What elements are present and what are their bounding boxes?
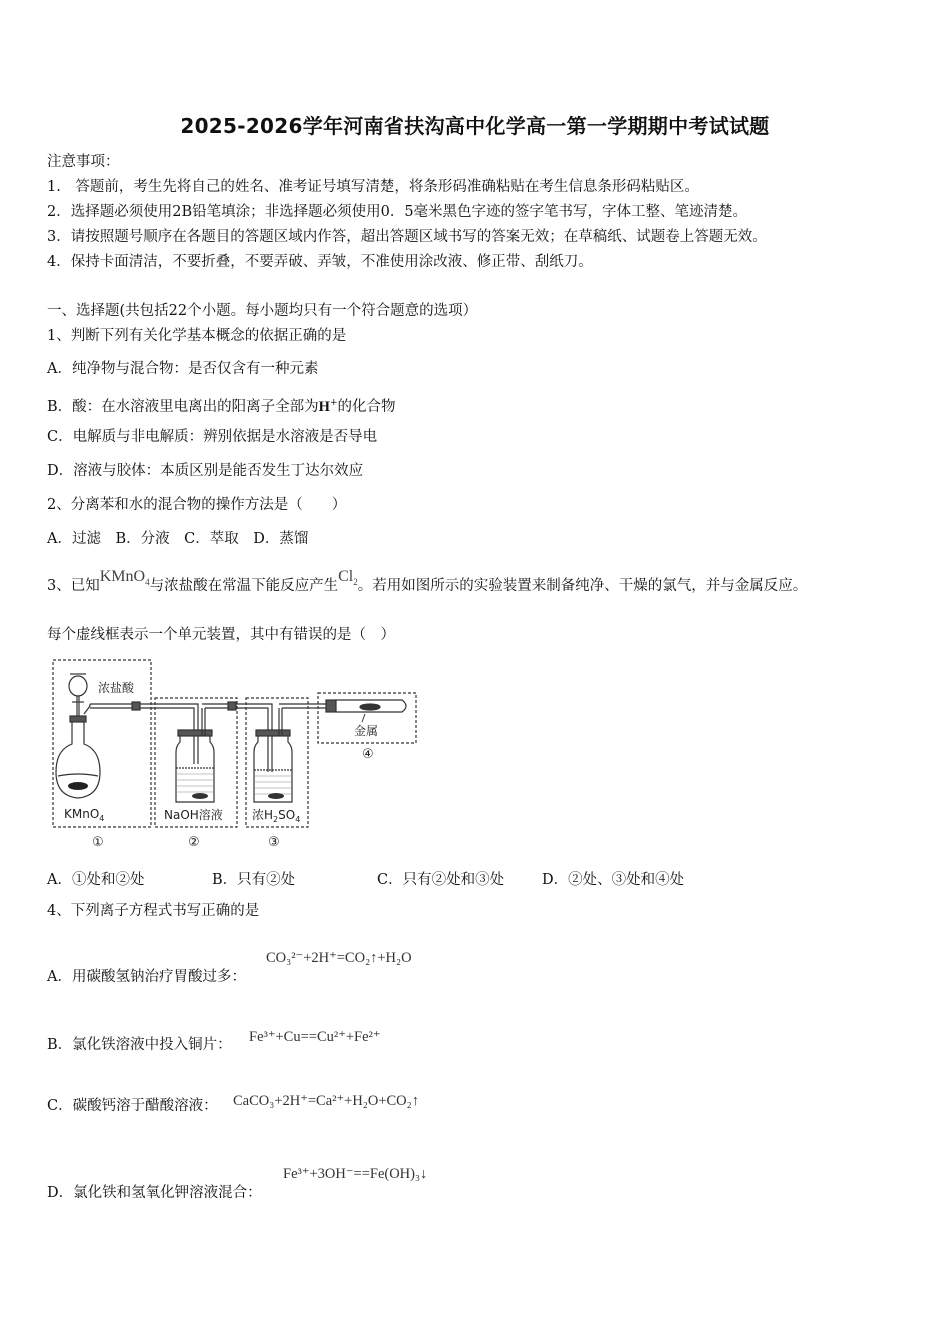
q1-option-b [47, 393, 395, 417]
q4-option-c: C．碳酸钙溶于醋酸溶液： [47, 1098, 218, 1114]
q1-stem: 1、判断下列有关化学基本概念的依据正确的是 [47, 328, 347, 344]
flask-outlet [84, 704, 90, 714]
q1-option-b-ion: H [318, 398, 330, 415]
q3-cl2-sub: 2 [353, 577, 358, 588]
unit-4-number: ④ [362, 747, 374, 762]
q3-stem-post: 。若用如图所示的实验装置来制备纯净、干燥的氯气，并与金属反应。 [357, 578, 808, 594]
unit-1-number: ① [92, 835, 104, 850]
q2-stem: 2、分离苯和水的混合物的操作方法是（ ） [47, 497, 347, 513]
q3-option-c: C．只有②处和③处 [377, 872, 505, 888]
apparatus-diagram [50, 656, 422, 852]
notice-item-3: 3．请按照题号顺序在各题目的答题区域内作答，超出答题区域书写的答案无效；在草稿纸、试题卷上答题无效。 [47, 229, 767, 245]
q4-option-d: D．氯化铁和氢氧化钾溶液混合： [47, 1185, 262, 1201]
q3-cl2-text: Cl [338, 568, 354, 585]
q3-stem [47, 568, 808, 601]
section-heading: 一、选择题(共包括22个小题。每小题均只有一个符合题意的选项） [47, 303, 478, 319]
q3-option-d: D．②处、③处和④处 [542, 872, 685, 888]
metal-sample [360, 704, 380, 710]
q4-option-d-equation: Fe³⁺+3OH⁻==Fe(OH)₃↓ [283, 1166, 428, 1182]
q1-option-b-pre: B．酸：在水溶液里电离出的阳离子全部为 [47, 398, 319, 415]
q3-option-b: B．只有②处 [212, 872, 296, 888]
label-hcl: 浓盐酸 [98, 681, 135, 695]
q4-option-b: B．氯化铁溶液中投入铜片： [47, 1037, 232, 1053]
label-h2so4: 浓$H_2SO_4$ [252, 808, 301, 824]
q3-kmno4 [99, 568, 150, 588]
label-kmno4: KMnO$_4$ [64, 807, 105, 823]
q1-option-d: D．溶液与胶体：本质区别是能否发生丁达尔效应 [47, 463, 364, 479]
q2-options: A．过滤 B．分液 C．萃取 D．蒸馏 [47, 531, 309, 547]
funnel-bulb [69, 676, 87, 696]
label-metal: 金属 [354, 724, 379, 738]
q3-cl2 [338, 568, 358, 588]
q4-option-a: A．用碳酸氢钠治疗胃酸过多： [47, 969, 246, 985]
q3-kmno4-text: KMnO [99, 568, 146, 585]
q3-stem-mid: 与浓盐酸在常温下能反应产生 [149, 578, 339, 594]
q3-stem-line2: 每个虚线框表示一个单元装置，其中有错误的是（ ） [47, 627, 395, 643]
q4-option-a-equation: CO₃²⁻+2H⁺=CO₂↑+H₂O [266, 950, 412, 966]
q3-stem-pre: 3、已知 [47, 578, 100, 594]
bottle-3 [254, 736, 292, 802]
notice-heading: 注意事项： [47, 154, 120, 170]
funnel-stem [77, 696, 79, 718]
notice-item-4: 4．保持卡面清洁，不要折叠，不要弄破、弄皱，不准使用涂改液、修正带、刮纸刀。 [47, 254, 593, 270]
q3-option-a: A．①处和②处 [47, 872, 145, 888]
q1-option-b-sup: + [329, 398, 338, 408]
q3-kmno4-sub: 4 [145, 577, 150, 588]
q1-option-b-post: 的化合物 [337, 398, 396, 415]
notice-item-2: 2．选择题必须使用2B铅笔填涂；非选择题必须使用0．5毫米黑色字迹的签字笔书写，字体工整、笔迹清楚。 [47, 204, 748, 220]
q4-option-c-equation: CaCO₃+2H⁺=Ca²⁺+H₂O+CO₂↑ [233, 1093, 419, 1109]
notice-item-1: 1. 答题前，考生先将自己的姓名、准考证号填写清楚，将条形码准确粘贴在考生信息条形码粘贴区。 [47, 179, 699, 195]
label-naoh: NaOH溶液 [164, 808, 223, 822]
q4-stem: 4、下列离子方程式书写正确的是 [47, 903, 260, 919]
q4-option-b-equation: Fe³⁺+Cu==Cu²⁺+Fe²⁺ [249, 1029, 381, 1045]
unit-2-number: ② [188, 835, 200, 850]
unit-3-number: ③ [268, 835, 280, 850]
q1-option-a: A．纯净物与混合物：是否仅含有一种元素 [47, 361, 319, 377]
q1-option-c: C．电解质与非电解质：辨别依据是水溶液是否导电 [47, 429, 378, 445]
page-title: 2025-2026学年河南省扶沟高中化学高一第一学期期中考试试题 [180, 114, 770, 138]
